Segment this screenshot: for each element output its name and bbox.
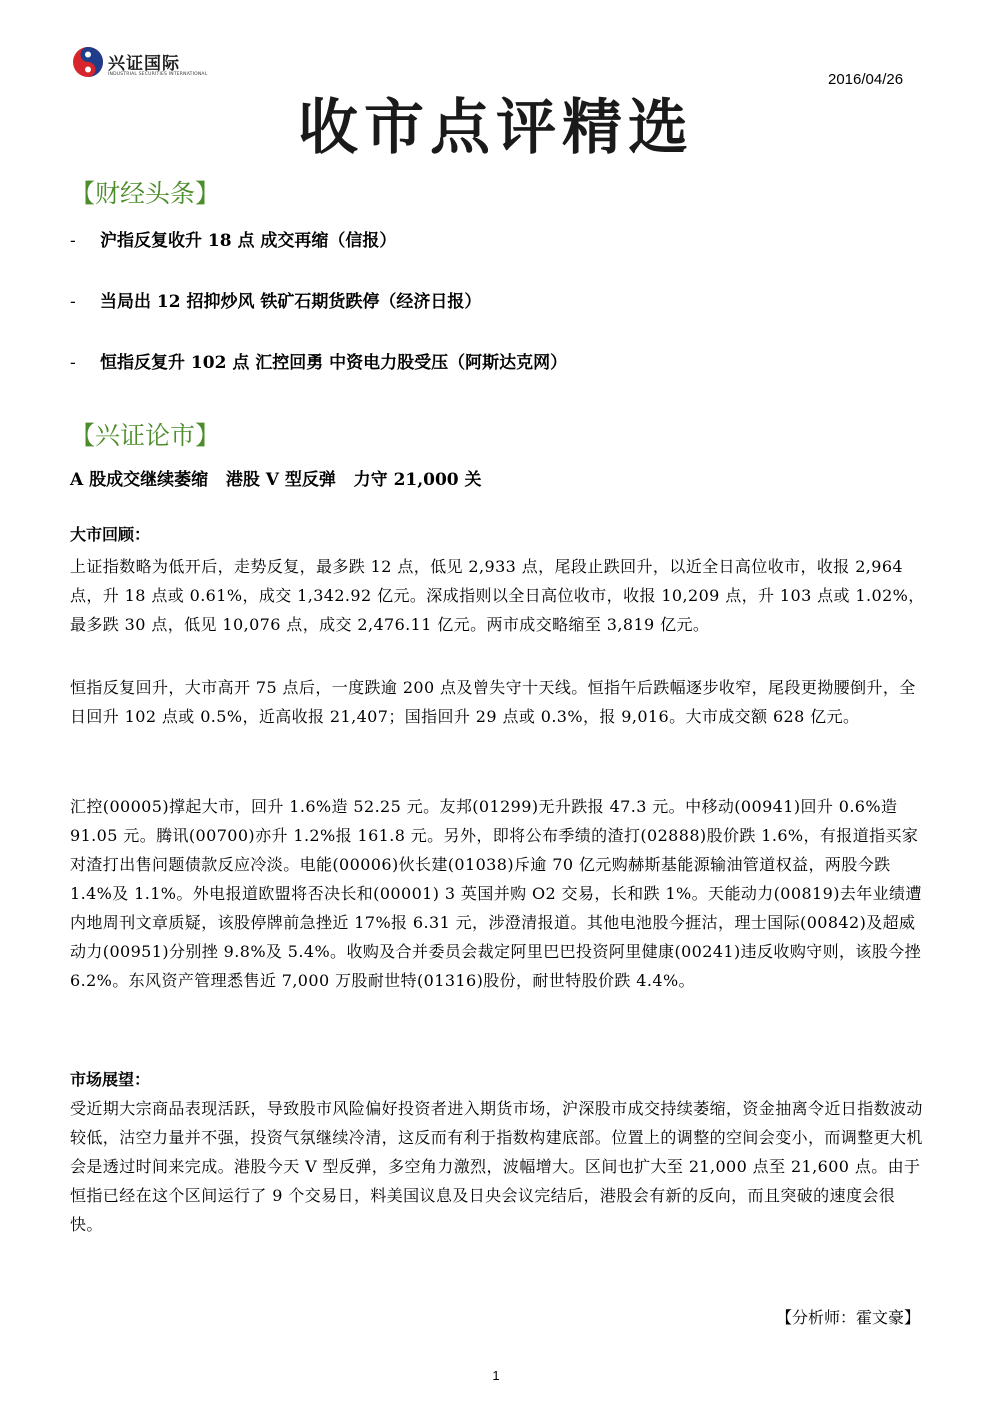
list-dash: - — [70, 231, 76, 251]
logo-chinese-name: 兴证国际 — [108, 54, 180, 74]
headline-text: 恒指反复升 102 点 汇控回勇 中资电力股受压（阿斯达克网） — [100, 353, 568, 373]
headline-text: 沪指反复收升 18 点 成交再缩（信报） — [100, 231, 397, 251]
page-number: 1 — [492, 1368, 500, 1383]
review-paragraph: 恒指反复回升，大市高开 75 点后，一度跌逾 200 点及曾失守十天线。恒指午后跌幅逐步收窄，尾段更拗腰倒升，全日回升 102 点或 0.5%，近高收报 21,407；国指回升 29 点或 0.3%，报 9,016。大市成交额 628 亿元。 — [70, 678, 916, 726]
list-dash: - — [70, 292, 76, 312]
logo-english-name: INDUSTRIAL SECURITIES INTERNATIONAL — [108, 72, 208, 77]
company-logo — [72, 46, 208, 86]
commentary-subtitle: A 股成交继续萎缩 港股 V 型反弹 力守 21,000 关 — [70, 470, 482, 490]
review-paragraph: 汇控(00005)撑起大市，回升 1.6%造 52.25 元。友邦(01299)无升跌报 47.3 元。中移动(00941)回升 0.6%造 91.05 元。腾讯(00700)亦升 1.2%报 161.8 元。另外，即将公布季绩的渣打(02888)股价跌 1.6%，有报道指买家对渣打出售问题债款反应冷淡。电能(00006)伙长建(01038)斥逾 70 亿元购赫斯基能源输油管道权益，两股今跌 1.4%及 1.1%。外电报道欧盟将否决长和(00001) 3 英国并购 O2 交易，长和跌 1%。天能动力(00819)去年业绩遭内地周刊文章质疑，该股停牌前急挫近 17%报 6.31 元，涉澄清报道。其他电池股今捱沽，理士国际(00842)及超威动力(00951)分别挫 9.8%及 5.4%。收购及合并委员会裁定阿里巴巴投资阿里健康(00241)违反收购守则，该股今挫 6.2%。东风资产管理悉售近 7,000 万股耐世特(01316)股份，耐世特股价跌 4.4%。 — [70, 797, 922, 990]
headline-item — [70, 348, 567, 373]
analyst-credit: 【分析师：霍文豪】 — [775, 1308, 920, 1327]
report-date: 2016/04/26 — [828, 71, 904, 88]
logo-emblem-icon — [72, 46, 104, 78]
headline-item — [70, 226, 396, 251]
finance-headlines-heading: 【财经头条】 — [70, 179, 221, 208]
market-outlook-label: 市场展望： — [70, 1070, 151, 1089]
list-dash: - — [70, 353, 76, 373]
review-paragraph: 上证指数略为低开后，走势反复，最多跌 12 点，低见 2,933 点，尾段止跌回升，以近全日高位收市，收报 2,964 点，升 18 点或 0.61%，成交 1,342.92 亿元。深成指则以全日高位收市，收报 10,209 点，升 103 点或 1.02%，最多跌 30 点，低见 10,076 点，成交 2,476.11 亿元。两市成交略缩至 3,819 亿元。 — [70, 557, 925, 634]
market-commentary-heading: 【兴证论市】 — [70, 421, 221, 450]
page-title: 收市点评精选 — [298, 93, 694, 163]
headline-text: 当局出 12 招抑炒风 铁矿石期货跌停（经济日报） — [100, 292, 482, 312]
market-review-label: 大市回顾： — [70, 525, 151, 544]
outlook-paragraph: 受近期大宗商品表现活跃，导致股市风险偏好投资者进入期货市场，沪深股市成交持续萎缩，资金抽离令近日指数波动较低，沽空力量并不强，投资气氛继续冷清，这反而有利于指数构建底部。位置上的调整的空间会变小，而调整更大机会是透过时间来完成。港股今天 V 型反弹，多空角力激烈，波幅增大。区间也扩大至 21,000 点至 21,600 点。由于恒指已经在这个区间运行了 9 个交易日，料美国议息及日央会议完结后，港股会有新的反向，而且突破的速度会很快。 — [70, 1099, 923, 1234]
headline-item — [70, 287, 481, 312]
